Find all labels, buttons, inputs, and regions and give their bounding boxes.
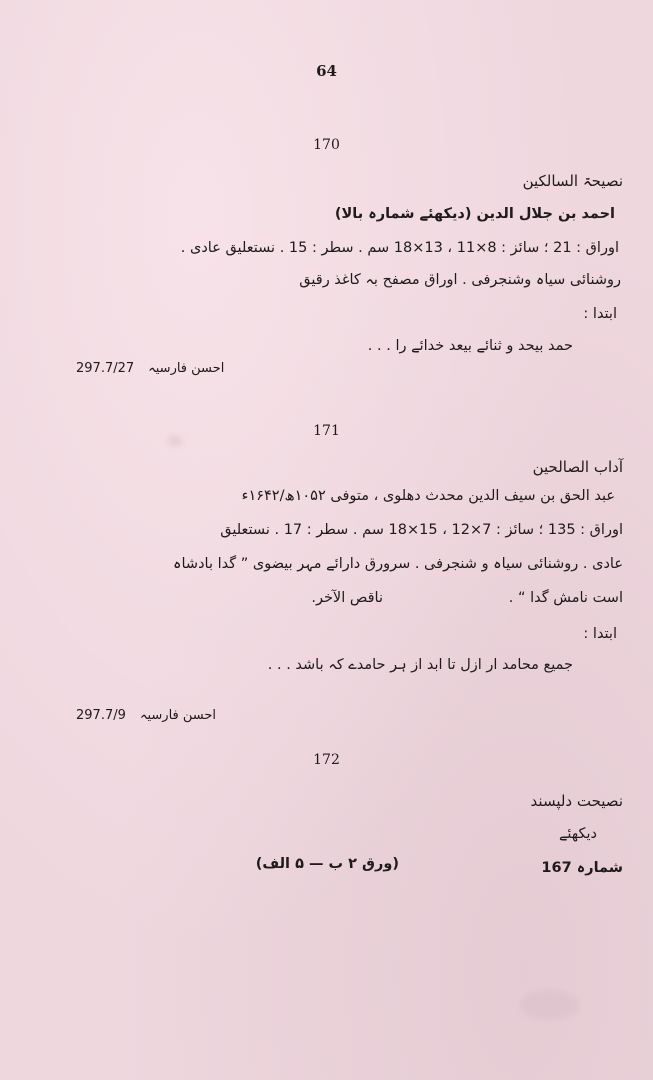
paper-stain bbox=[520, 990, 580, 1020]
entry-171-author: عبد الحق بن سیف الدین محدث دھلوی ، متوفی ۱۰۵۲ھ/۱۶۴۲ء bbox=[241, 488, 615, 504]
entry-170-collection: احسن فارسیہ bbox=[148, 361, 225, 376]
entry-170-number: 170 bbox=[313, 137, 340, 153]
entry-172-folio-reference: (ورق ۲ ب — ۵ الف) bbox=[255, 856, 399, 872]
entry-170-author: احمد بن جلال الدین (دیکھئے شمارہ بالا) bbox=[334, 206, 615, 222]
entry-171-shelfmark: 297.7/9 bbox=[76, 708, 126, 723]
entry-172-see-number: شمارہ 167 bbox=[541, 860, 623, 876]
entry-172-title: نصیحت دلپسند bbox=[530, 792, 623, 810]
entry-170-title: نصیحۃ السالکین bbox=[522, 172, 623, 190]
entry-171-incipit-text: جمیع محامد ار ازل تا ابد از ہر حامدے کہ باشد . . . bbox=[267, 657, 573, 673]
entry-172-see-label: دیکھئے bbox=[558, 826, 597, 842]
entry-172-number: 172 bbox=[313, 752, 340, 768]
entry-171-title: آداب الصالحین bbox=[532, 458, 623, 476]
entry-171-number: 171 bbox=[313, 423, 340, 439]
entry-170-reference bbox=[76, 361, 224, 376]
entry-170-physical-description-line-2: روشنائی سیاہ وشنجرفی . اوراق مصفح بہ کاغذ رقیق bbox=[299, 272, 621, 288]
entry-170-physical-description-line-1: اوراق : 21 ؛ سائز : 8×11 ، 13×18 سم . سطر : 15 . نستعلیق عادی . bbox=[180, 240, 619, 256]
entry-171-incipit-label: ابتدا : bbox=[583, 626, 617, 642]
entry-170-incipit-text: حمد بیحد و ثنائے بیعد خدائے را . . . bbox=[367, 338, 573, 354]
entry-170-incipit-label: ابتدا : bbox=[583, 306, 617, 322]
entry-171-physical-description-line-3a: است نامش گدا “ . bbox=[508, 590, 623, 606]
entry-171-physical-description-line-1: اوراق : 135 ؛ سائز : 7×12 ، 15×18 سم . سطر : 17 . نستعلیق bbox=[220, 522, 623, 538]
entry-171-physical-description-line-3b: ناقص الآخر. bbox=[311, 590, 383, 606]
page-number: 64 bbox=[316, 62, 337, 80]
entry-171-physical-description-line-2: عادی . روشنائی سیاہ و شنجرفی . سرورق دارائے مہر بیضوی ” گدا بادشاہ bbox=[173, 556, 623, 572]
entry-171-reference bbox=[76, 708, 216, 723]
entry-171-collection: احسن فارسیہ bbox=[139, 708, 217, 723]
paper-smudge bbox=[168, 436, 182, 446]
entry-170-shelfmark: 297.7/27 bbox=[76, 361, 135, 376]
